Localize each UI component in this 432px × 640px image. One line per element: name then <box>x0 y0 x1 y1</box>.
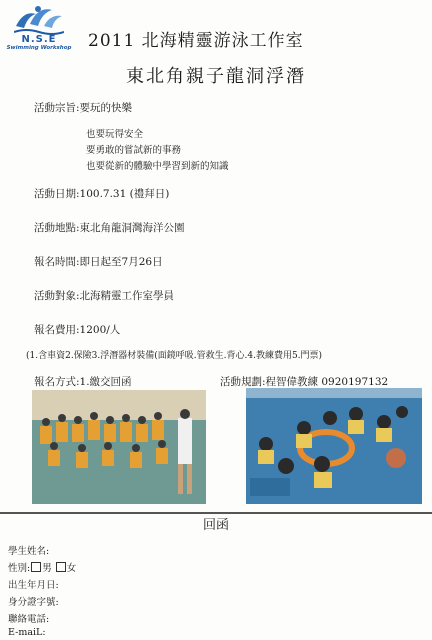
field-student-name[interactable]: 學生姓名: <box>8 546 50 557</box>
workshop-logo <box>4 4 74 54</box>
group-photo <box>32 390 206 504</box>
event-fee: 報名費用:1200/人 <box>34 324 121 336</box>
event-title: 東北角親子龍洞浮潛 <box>126 66 306 87</box>
event-target: 活動對象:北海精靈工作室學員 <box>34 290 175 302</box>
signup-method: 報名方式:1.繳交回函 <box>34 376 132 388</box>
signup-period: 報名時間:即日起至7月26日 <box>34 256 163 268</box>
event-location: 活動地點:東北角龍洞灣海洋公園 <box>34 222 185 234</box>
male-checkbox[interactable] <box>31 562 41 572</box>
logo-abbr: N.S.E <box>21 34 57 45</box>
purpose-line-1: 也要玩得安全 <box>86 129 144 140</box>
swimmer-logo-icon <box>14 4 64 36</box>
field-phone[interactable]: 聯絡電話: <box>8 614 50 625</box>
field-birthdate[interactable]: 出生年月日: <box>8 580 59 591</box>
field-id-number[interactable]: 身分證字號: <box>8 597 59 608</box>
purpose-label: 活動宗旨:要玩的快樂 <box>34 102 133 114</box>
female-label: 女 <box>66 563 77 574</box>
purpose-line-3: 也要從新的體驗中學習到新的知識 <box>86 161 229 172</box>
event-planner: 活動規劃:程智偉教練 0920197132 <box>220 376 389 388</box>
page-title: 2011 北海精靈游泳工作室 <box>88 31 304 51</box>
female-checkbox[interactable] <box>56 562 66 572</box>
male-label: 男 <box>42 563 52 574</box>
gender-label: 性別: <box>8 563 31 574</box>
reply-title: 回函 <box>202 518 229 533</box>
field-email[interactable]: E-maiL: <box>8 627 46 638</box>
event-date: 活動日期:100.7.31 (禮拜日) <box>34 188 170 200</box>
purpose-line-2: 要勇敢的嘗試新的事務 <box>86 145 182 156</box>
snorkel-photo <box>246 388 422 504</box>
field-gender[interactable] <box>8 560 76 574</box>
logo-subtitle: Swimming Workshop <box>6 45 72 51</box>
fee-note: (1.含車資2.保險3.浮潛器材裝備(面鏡呼吸.管救生.背心.4.教練費用5.門票) <box>26 351 323 361</box>
